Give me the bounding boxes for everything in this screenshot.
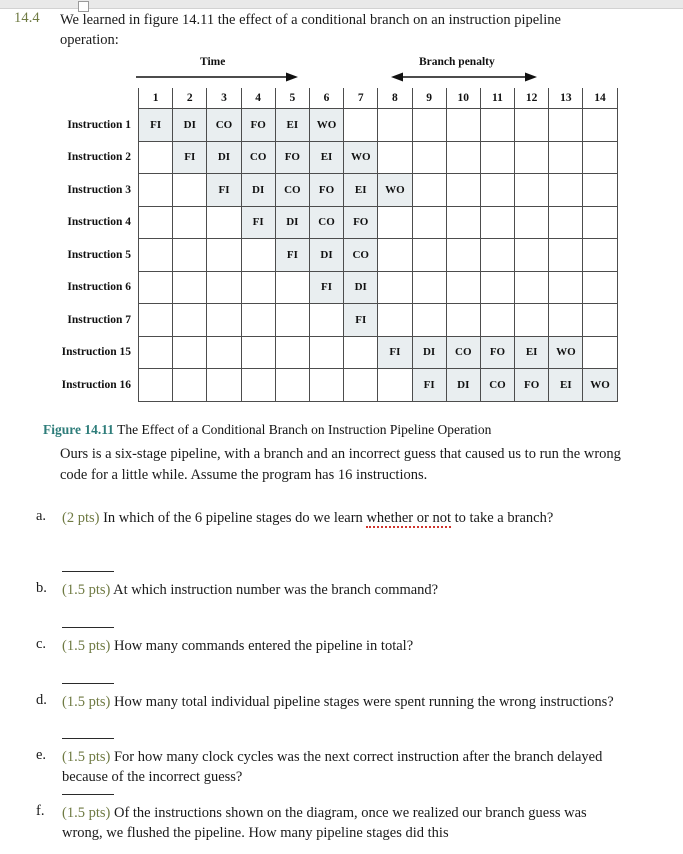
question-points: (1.5 pts) — [62, 749, 111, 765]
row-label: Instruction 1 — [0, 109, 139, 142]
time-arrow-icon — [134, 70, 304, 84]
figure-caption — [43, 422, 643, 438]
row-label: Instruction 5 — [0, 239, 139, 272]
stage-cell-co: CO — [241, 141, 275, 174]
question-letter-b: b. — [36, 580, 47, 596]
empty-cell — [515, 304, 549, 337]
stage-cell-di: DI — [207, 141, 241, 174]
figure-title: The Effect of a Conditional Branch on Instruction Pipeline Operation — [117, 422, 492, 437]
empty-cell — [583, 206, 617, 239]
empty-cell — [344, 369, 378, 402]
stage-cell-di: DI — [446, 369, 480, 402]
question-letter-a: a. — [36, 508, 47, 524]
empty-cell — [173, 174, 207, 207]
question-letter-e: e. — [36, 747, 47, 763]
stage-cell-fi: FI — [378, 336, 412, 369]
stage-cell-wo: WO — [309, 109, 343, 142]
empty-cell — [446, 109, 480, 142]
empty-cell — [241, 369, 275, 402]
figure-body-paragraph: Ours is a six-stage pipeline, with a branch and an incorrect guess that caused us to run the wrong code for a little while. Assume the program has 16 instructions. — [60, 446, 621, 483]
empty-cell — [583, 271, 617, 304]
empty-cell — [173, 271, 207, 304]
empty-cell — [515, 271, 549, 304]
empty-cell — [139, 336, 173, 369]
empty-cell — [480, 239, 514, 272]
empty-cell — [412, 206, 446, 239]
column-header-14: 14 — [583, 88, 617, 109]
empty-cell — [207, 336, 241, 369]
stage-cell-fi: FI — [139, 109, 173, 142]
empty-cell — [207, 304, 241, 337]
diagram-arrows — [0, 56, 683, 90]
stage-cell-fo: FO — [275, 141, 309, 174]
empty-cell — [275, 304, 309, 337]
empty-cell — [139, 141, 173, 174]
empty-cell — [275, 336, 309, 369]
stage-cell-di: DI — [275, 206, 309, 239]
empty-cell — [275, 369, 309, 402]
stage-cell-fi: FI — [412, 369, 446, 402]
stage-cell-co: CO — [309, 206, 343, 239]
question-text-e: (1.5 pts) For how many clock cycles was the next correct instruction after the branch delayed because of the incorrect guess? — [62, 749, 603, 785]
row-label: Instruction 2 — [0, 141, 139, 174]
empty-cell — [446, 304, 480, 337]
row-label: Instruction 3 — [0, 174, 139, 207]
table-row — [0, 206, 617, 239]
stage-cell-fo: FO — [309, 174, 343, 207]
stage-cell-wo: WO — [344, 141, 378, 174]
row-label: Instruction 15 — [0, 336, 139, 369]
empty-cell — [309, 336, 343, 369]
answer-blank-line[interactable] — [62, 794, 114, 795]
stage-cell-ei: EI — [275, 109, 309, 142]
empty-cell — [583, 109, 617, 142]
pipeline-header-row — [0, 88, 617, 109]
column-header-1: 1 — [139, 88, 173, 109]
empty-cell — [515, 141, 549, 174]
empty-cell — [241, 239, 275, 272]
empty-cell — [207, 369, 241, 402]
stage-cell-wo: WO — [378, 174, 412, 207]
empty-cell — [139, 304, 173, 337]
empty-cell — [412, 174, 446, 207]
empty-cell — [173, 206, 207, 239]
question-intro-text: We learned in figure 14.11 the effect of a conditional branch on an instruction pipeline operation: — [60, 12, 561, 48]
stage-cell-fo: FO — [480, 336, 514, 369]
question-text-b: (1.5 pts) At which instruction number was the branch command? — [62, 582, 439, 598]
stage-cell-ei: EI — [309, 141, 343, 174]
empty-cell — [583, 141, 617, 174]
column-header-5: 5 — [275, 88, 309, 109]
stage-cell-fi: FI — [309, 271, 343, 304]
empty-cell — [173, 369, 207, 402]
empty-cell — [446, 271, 480, 304]
stage-cell-fi: FI — [173, 141, 207, 174]
empty-cell — [446, 206, 480, 239]
column-header-3: 3 — [207, 88, 241, 109]
column-header-13: 13 — [549, 88, 583, 109]
stage-cell-fo: FO — [241, 109, 275, 142]
question-letter-f: f. — [36, 803, 45, 819]
empty-cell — [378, 206, 412, 239]
empty-cell — [412, 239, 446, 272]
row-label: Instruction 4 — [0, 206, 139, 239]
column-header-9: 9 — [412, 88, 446, 109]
question-points: (2 pts) — [62, 510, 100, 526]
empty-cell — [173, 336, 207, 369]
empty-cell — [480, 174, 514, 207]
empty-cell — [549, 239, 583, 272]
column-header-7: 7 — [344, 88, 378, 109]
row-label: Instruction 6 — [0, 271, 139, 304]
table-corner — [0, 88, 139, 109]
empty-cell — [583, 239, 617, 272]
stage-cell-fo: FO — [515, 369, 549, 402]
empty-cell — [378, 239, 412, 272]
answer-blank-line[interactable] — [62, 571, 114, 572]
stage-cell-di: DI — [241, 174, 275, 207]
empty-cell — [480, 304, 514, 337]
empty-cell — [412, 141, 446, 174]
stage-cell-wo: WO — [549, 336, 583, 369]
empty-cell — [207, 206, 241, 239]
empty-cell — [412, 109, 446, 142]
branch-penalty-arrow-icon — [390, 70, 540, 84]
table-row — [0, 141, 617, 174]
empty-cell — [583, 174, 617, 207]
question-points: (1.5 pts) — [62, 582, 111, 598]
question-letter-d: d. — [36, 692, 47, 708]
empty-cell — [207, 239, 241, 272]
stage-cell-ei: EI — [549, 369, 583, 402]
stage-cell-di: DI — [344, 271, 378, 304]
row-label: Instruction 7 — [0, 304, 139, 337]
stage-cell-co: CO — [275, 174, 309, 207]
stage-cell-co: CO — [344, 239, 378, 272]
empty-cell — [309, 369, 343, 402]
empty-cell — [378, 369, 412, 402]
empty-cell — [139, 369, 173, 402]
column-header-6: 6 — [309, 88, 343, 109]
table-row — [0, 239, 617, 272]
table-row — [0, 174, 617, 207]
table-row — [0, 304, 617, 337]
pipeline-table — [0, 88, 618, 402]
figure-label: Figure 14.11 — [43, 422, 115, 437]
empty-cell — [480, 109, 514, 142]
empty-cell — [412, 304, 446, 337]
empty-cell — [207, 271, 241, 304]
stage-cell-di: DI — [173, 109, 207, 142]
empty-cell — [480, 206, 514, 239]
empty-cell — [173, 239, 207, 272]
stage-cell-fi: FI — [207, 174, 241, 207]
stage-cell-fi: FI — [275, 239, 309, 272]
empty-cell — [515, 206, 549, 239]
time-axis-label: Time — [200, 56, 226, 68]
stage-cell-di: DI — [412, 336, 446, 369]
stage-cell-co: CO — [446, 336, 480, 369]
question-points: (1.5 pts) — [62, 805, 111, 821]
empty-cell — [583, 336, 617, 369]
window-chrome-strip — [0, 0, 683, 9]
empty-cell — [480, 271, 514, 304]
stage-cell-co: CO — [480, 369, 514, 402]
question-text-f: (1.5 pts) Of the instructions shown on the diagram, once we realized our branch guess was wrong, we flushed the pipeline. How many pipeline stages did this — [62, 805, 587, 841]
empty-cell — [344, 336, 378, 369]
empty-cell — [378, 109, 412, 142]
empty-cell — [446, 141, 480, 174]
empty-cell — [344, 109, 378, 142]
empty-cell — [549, 109, 583, 142]
empty-cell — [549, 206, 583, 239]
question-letter-c: c. — [36, 636, 47, 652]
stage-cell-fo: FO — [344, 206, 378, 239]
table-row — [0, 271, 617, 304]
empty-cell — [241, 271, 275, 304]
empty-cell — [139, 174, 173, 207]
column-header-10: 10 — [446, 88, 480, 109]
empty-cell — [549, 174, 583, 207]
column-header-4: 4 — [241, 88, 275, 109]
empty-cell — [378, 304, 412, 337]
empty-cell — [275, 271, 309, 304]
empty-cell — [173, 304, 207, 337]
stage-cell-fi: FI — [344, 304, 378, 337]
column-header-8: 8 — [378, 88, 412, 109]
pipeline-body — [0, 109, 617, 402]
question-text-c: (1.5 pts) How many commands entered the pipeline in total? — [62, 638, 414, 654]
empty-cell — [549, 304, 583, 337]
empty-cell — [480, 141, 514, 174]
row-label: Instruction 16 — [0, 369, 139, 402]
empty-cell — [241, 304, 275, 337]
empty-cell — [139, 239, 173, 272]
empty-cell — [139, 271, 173, 304]
empty-cell — [412, 271, 446, 304]
empty-cell — [549, 141, 583, 174]
empty-cell — [515, 109, 549, 142]
pipeline-diagram — [0, 88, 618, 402]
stage-cell-ei: EI — [515, 336, 549, 369]
empty-cell — [139, 206, 173, 239]
stage-cell-ei: EI — [344, 174, 378, 207]
column-header-2: 2 — [173, 88, 207, 109]
column-header-12: 12 — [515, 88, 549, 109]
answer-blank-line[interactable] — [62, 627, 114, 628]
stage-cell-fi: FI — [241, 206, 275, 239]
empty-cell — [515, 174, 549, 207]
question-points: (1.5 pts) — [62, 638, 111, 654]
empty-cell — [583, 304, 617, 337]
branch-penalty-label: Branch penalty — [419, 56, 495, 68]
empty-cell — [515, 239, 549, 272]
answer-blank-line[interactable] — [62, 738, 114, 739]
answer-blank-line[interactable] — [62, 683, 114, 684]
empty-cell — [549, 271, 583, 304]
question-number: 14.4 — [14, 10, 40, 26]
empty-cell — [378, 141, 412, 174]
table-row — [0, 109, 617, 142]
empty-cell — [446, 174, 480, 207]
empty-cell — [241, 336, 275, 369]
spellcheck-flagged-text[interactable]: whether or not — [366, 510, 451, 526]
stage-cell-co: CO — [207, 109, 241, 142]
table-row — [0, 336, 617, 369]
stage-cell-di: DI — [309, 239, 343, 272]
empty-cell — [378, 271, 412, 304]
empty-cell — [309, 304, 343, 337]
question-points: (1.5 pts) — [62, 694, 111, 710]
column-header-11: 11 — [480, 88, 514, 109]
table-row — [0, 369, 617, 402]
question-text-a: (2 pts) In which of the 6 pipeline stages do we learn whether or not to take a branch? — [62, 510, 554, 526]
stage-cell-wo: WO — [583, 369, 617, 402]
empty-cell — [446, 239, 480, 272]
question-text-d: (1.5 pts) How many total individual pipeline stages were spent running the wrong instructions? — [62, 694, 614, 710]
